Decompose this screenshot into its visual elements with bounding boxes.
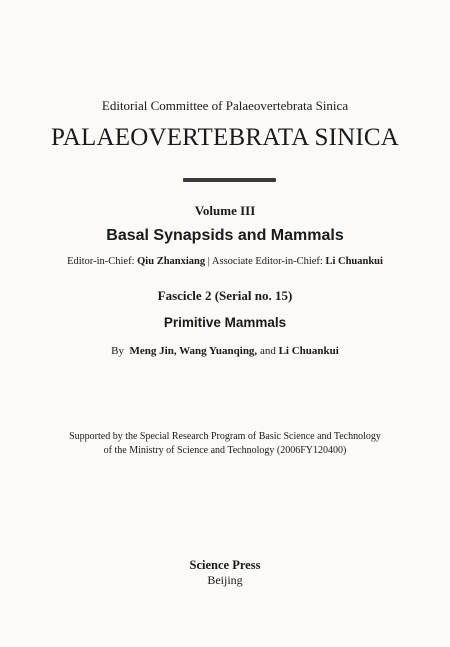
by-label: By — [111, 345, 125, 357]
publisher-name: Science Press — [189, 558, 261, 572]
fascicle-title: Primitive Mammals — [163, 315, 287, 330]
fascicle-number: Fascicle 2 (Serial no. 15) — [157, 288, 293, 303]
volume-title: Basal Synapsids and Mammals — [106, 227, 344, 244]
editorial-committee: Editorial Committee of Palaeovertebrata Sinica — [101, 98, 349, 113]
editor-separator: | — [205, 256, 212, 267]
series-title: PALAEOVERTEBRATA SINICA — [50, 124, 400, 151]
associate-editor-name: Li Chuankui — [325, 256, 383, 267]
title-divider — [183, 178, 276, 182]
author-names: Meng Jin, Wang Yuanqing, — [129, 345, 258, 357]
author-last-name: Li Chuankui — [278, 345, 339, 357]
editor-chief-name: Qiu Zhanxiang — [137, 256, 206, 267]
authors-line — [0, 345, 450, 357]
volume-number: Volume III — [194, 203, 256, 218]
publisher-city: Beijing — [207, 573, 243, 587]
and-label: and — [259, 345, 276, 357]
associate-editor-label: Associate Editor-in-Chief: — [211, 256, 323, 267]
support-line-1: Supported by the Special Research Program of Basic Science and Technology — [69, 431, 381, 442]
support-line-2: of the Ministry of Science and Technology (2006FY120400) — [103, 445, 347, 456]
editors-line — [0, 256, 450, 267]
editor-chief-label: Editor-in-Chief: — [67, 256, 135, 267]
